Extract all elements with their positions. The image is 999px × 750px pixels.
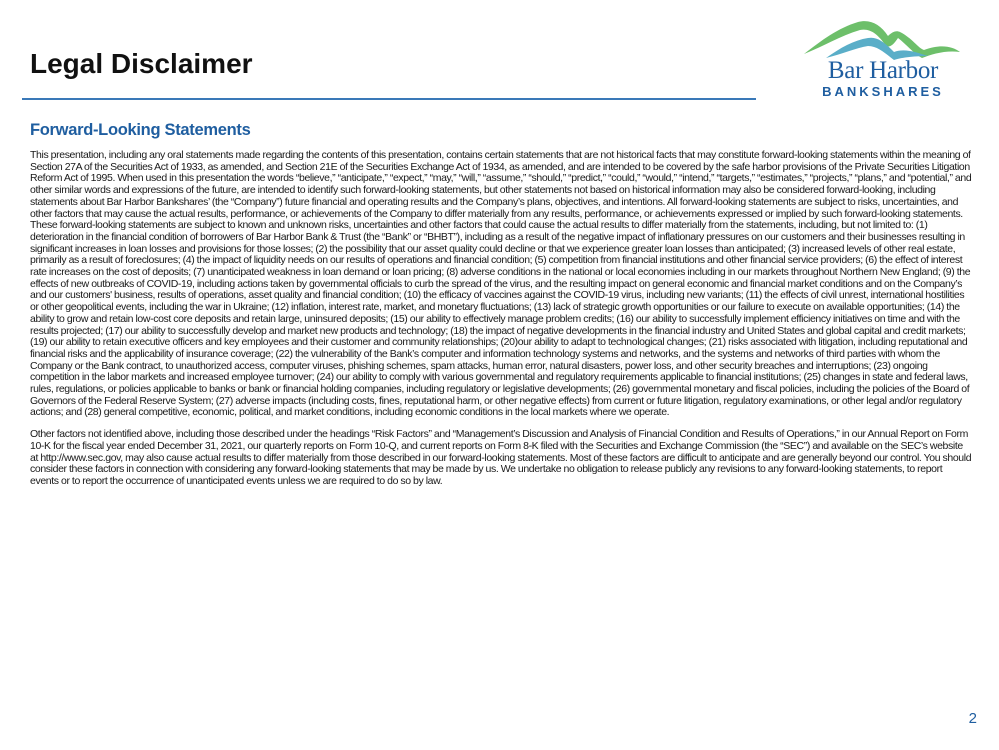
logo-wordmark-line1: Bar Harbor xyxy=(827,57,939,84)
title-divider xyxy=(22,98,756,100)
bar-harbor-logo xyxy=(800,14,965,99)
disclaimer-paragraph: Other factors not identified above, including those described under the headings “Risk Factors” and “Management’s Discussion and Analysis of Financial Condition and Results of Operations,” in our Annual Report on Form 10-K for the fiscal year ended December 31, 2021, our quarterly reports on Form 10-Q, and current reports on Form 8-K filed with the Securities and Exchange Commission (the “SEC”) and available on the SEC’s website at http://www.sec.gov, may also cause actual results to differ materially from those described in our forward-looking statements. Most of these factors are difficult to anticipate and are generally beyond our control. You should consider these factors in connection with considering any forward-looking statements that may be made by us. We undertake no obligation to release publicly any revisions to any forward-looking statements, to report events or to report the occurrence of unanticipated events unless we are required to do so by law. xyxy=(30,428,972,487)
logo-wordmark-line2: BANKSHARES xyxy=(822,84,944,99)
page-title: Legal Disclaimer xyxy=(30,48,253,79)
disclaimer-body xyxy=(30,150,972,498)
disclaimer-paragraph: This presentation, including any oral statements made regarding the contents of this presentation, contains certain statements that are not historical facts that may constitute forward-looking statements within the meaning of Section 27A of the Securities Act of 1933, as amended, and Section 21E of the Securities Exchange Act of 1934, as amended, and are intended to be covered by the safe harbor provisions of the Private Securities Litigation Reform Act of 1995. When used in this presentation the words “believe,” “anticipate,” “expect,” “may,” “will,” “assume,” “should,” “predict,” “could,” “would,” “intend,” “targets,” “estimates,” “projects,” “plans,” and “potential,” and other similar words and expressions of the future, are intended to identify such forward-looking statements, but other statements not based on historical information may also be considered forward-looking, including statements about Bar Harbor Bankshares’ (the “Company”) future financial and operating results and the Company’s plans, objectives, and intentions. All forward-looking statements are subject to risks, uncertainties, and other factors that may cause the actual results, performance, or achievements of the Company to differ materially from any results, performance, or achievements expressed or implied by such forward-looking statements. These forward-looking statements are subject to known and unknown risks, uncertainties and other factors that could cause the actual results to differ materially from the statements, including, but not limited to: (1) deterioration in the financial condition of borrowers of Bar Harbor Bank & Trust (the “Bank” or “BHBT”), including as a result of the negative impact of inflationary pressures on our customers and their businesses resulting in significant increases in loan losses and provisions for those losses; (2) the possibility that our asset quality could decline or that we experience greater loan losses than anticipated; (3) increased levels of other real estate, primarily as a result of foreclosures; (4) the impact of liquidity needs on our results of operations and financial condition; (5) competition from financial institutions and other financial service providers; (6) the effect of interest rate increases on the cost of deposits; (7) unanticipated weakness in loan demand or loan pricing; (8) adverse conditions in the national or local economies including in our markets throughout Northern New England; (9) the effects of new outbreaks of COVID-19, including actions taken by governmental officials to curb the spread of the virus, and the resulting impact on general economic and financial market conditions and on the Company’s and our customers' business, results of operations, asset quality and financial condition; (10) the efficacy of vaccines against the COVID-19 virus, including new variants; (11) the effects of civil unrest, international hostilities or other geopolitical events, including the war in Ukraine; (12) inflation, interest rate, market, and monetary fluctuations; (13) lack of strategic growth opportunities or our failure to execute on available opportunities; (14) the ability to grow and retain low-cost core deposits and retain large, uninsured deposits; (15) our ability to effectively manage problem credits; (16) our ability to successfully implement efficiency initiatives on time and with the results projected; (17) our ability to successfully develop and market new products and technology; (18) the impact of negative developments in the financial industry and United States and global capital and credit markets; (19) our ability to retain executive officers and key employees and their customer and community relationships; (20)our ability to adapt to technological changes; (21) risks associated with litigation, including reputational and financial risks and the applicability of insurance coverage; (22) the vulnerability of the Bank’s computer and information technology systems and networks, and the systems and networks of third parties with whom the Company or the Bank contract, to unauthorized access, computer viruses, phishing schemes, spam attacks, human error, natural disasters, power loss, and other security breaches and interruptions; (23) ongoing competition in the labor markets and increased employee turnover; (24) our ability to comply with various governmental and regulatory requirements applicable to financial institutions; (25) changes in state and federal laws, rules, regulations, or policies applicable to banks or bank or financial holding companies, including regulatory or legislative developments; (26) governmental monetary and fiscal policies, including the policies of the Board of Governors of the Federal Reserve System; (27) adverse impacts (including costs, fines, reputational harm, or other negative effects) from current or future litigation, regulatory examinations, or other legal and/or regulatory actions; and (28) general competitive, economic, political, and market conditions, including economic conditions in the local markets where we operate. xyxy=(30,149,972,419)
section-heading: Forward-Looking Statements xyxy=(30,121,251,139)
page-number: 2 xyxy=(968,710,977,727)
